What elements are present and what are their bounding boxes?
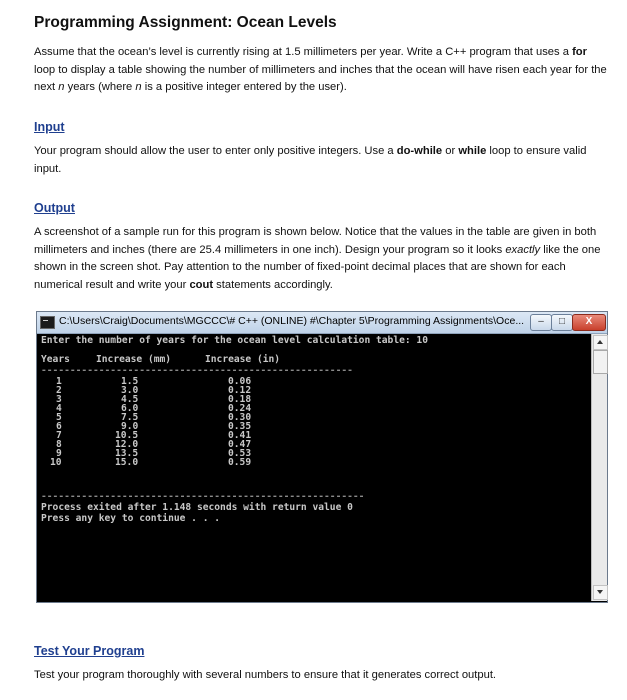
year-cell: 6	[56, 421, 62, 432]
inch-cell: 0.18	[228, 394, 252, 405]
console-window	[36, 311, 608, 603]
process-exit-line: Process exited after 1.148 seconds with return value 0	[41, 502, 353, 513]
input-paragraph	[34, 143, 609, 178]
year-cell: 5	[56, 412, 62, 423]
mm-cell: 12.0	[115, 439, 139, 450]
output-text-1: A screenshot of a sample run for this program is shown below. Notice that the values in the table are given in both millimeters and inches (there are 25.4 millimeters in one inch). Design your program so it looks	[34, 226, 597, 256]
output-keyword-cout: cout	[189, 278, 214, 291]
year-cell: 8	[56, 439, 62, 450]
minimize-button[interactable]: –	[530, 314, 552, 331]
output-emph-exactly: exactly	[505, 243, 541, 256]
year-cell: 4	[56, 403, 62, 414]
console-output	[41, 335, 589, 597]
scroll-down-icon[interactable]	[593, 585, 608, 600]
year-cell: 10	[50, 457, 62, 468]
maximize-button[interactable]: □	[551, 314, 573, 331]
mm-cell: 15.0	[115, 457, 139, 468]
mm-cell: 7.5	[121, 412, 139, 423]
inch-cell: 0.41	[228, 430, 252, 441]
press-any-key-line: Press any key to continue . . .	[41, 513, 221, 524]
col-header-years: Years	[41, 354, 70, 365]
mm-cell: 1.5	[121, 376, 139, 387]
inch-cell: 0.06	[228, 376, 252, 387]
scroll-up-icon[interactable]	[593, 335, 608, 350]
mm-cell: 6.0	[121, 403, 139, 414]
console-prompt: Enter the number of years for the ocean level calculation table: 10	[41, 335, 428, 346]
mm-cell: 9.0	[121, 421, 139, 432]
intro-keyword-for: for	[572, 46, 587, 58]
inch-cell: 0.47	[228, 439, 252, 450]
year-cell: 3	[56, 394, 62, 405]
console-title: C:\Users\Craig\Documents\MGCCC\# C++ (ONLINE) #\Chapter 5\Programming Assignments\Oce...	[59, 315, 525, 327]
year-cell: 1	[56, 376, 62, 387]
intro-paragraph	[34, 44, 609, 97]
col-header-mm: Increase (mm)	[96, 354, 172, 365]
col-header-in: Increase (in)	[205, 354, 281, 365]
inch-cell: 0.30	[228, 412, 252, 423]
inch-cell: 0.53	[228, 448, 252, 459]
mm-cell: 4.5	[121, 394, 139, 405]
console-titlebar[interactable]	[37, 312, 607, 334]
inch-cell: 0.59	[228, 457, 252, 468]
console-app-icon	[40, 316, 55, 329]
intro-text-3: years (where	[64, 81, 136, 93]
mm-cell: 3.0	[121, 385, 139, 396]
output-heading: Output	[34, 201, 75, 215]
output-text-3: statements accordingly.	[213, 278, 333, 291]
input-keyword-dowhile: do-while	[396, 145, 443, 157]
header-separator: ------------------------------------------------------	[41, 365, 353, 376]
inch-cell: 0.24	[228, 403, 252, 414]
output-text-2: like the one shown in the screen shot. Pay attention to the number of fixed-point decimal places that are shown for each numerical result and write your	[34, 243, 601, 291]
scroll-thumb[interactable]	[593, 350, 608, 374]
year-cell: 7	[56, 430, 62, 441]
output-paragraph	[34, 224, 609, 294]
footer-separator: --------------------------------------------------------	[41, 491, 365, 502]
close-button[interactable]: X	[572, 314, 606, 331]
mm-cell: 10.5	[115, 430, 139, 441]
inch-cell: 0.35	[228, 421, 252, 432]
input-keyword-while: while	[458, 145, 487, 157]
page-title: Programming Assignment: Ocean Levels	[34, 14, 337, 31]
input-text-1: Your program should allow the user to enter only positive integers. Use a	[34, 145, 397, 157]
test-paragraph: Test your program thoroughly with several numbers to ensure that it generates correct output.	[34, 669, 497, 681]
intro-text-4: is a positive integer entered by the user).	[141, 81, 347, 93]
year-cell: 2	[56, 385, 62, 396]
console-scrollbar[interactable]	[591, 334, 607, 601]
inch-cell: 0.12	[228, 385, 252, 396]
input-text-2: or	[442, 145, 459, 157]
year-cell: 9	[56, 448, 62, 459]
mm-cell: 13.5	[115, 448, 139, 459]
intro-text-2: loop to display a table showing the number of millimeters and inches that the ocean will have risen each year for the next	[34, 63, 607, 93]
intro-var-n-1: n	[58, 81, 65, 93]
intro-text-1: Assume that the ocean’s level is currently rising at 1.5 millimeters per year. Write a C++ program that uses a	[34, 46, 573, 58]
input-heading: Input	[34, 120, 65, 134]
intro-var-n-2: n	[135, 81, 142, 93]
input-text-3: loop to ensure valid input.	[34, 145, 587, 175]
test-heading: Test Your Program	[34, 644, 145, 658]
